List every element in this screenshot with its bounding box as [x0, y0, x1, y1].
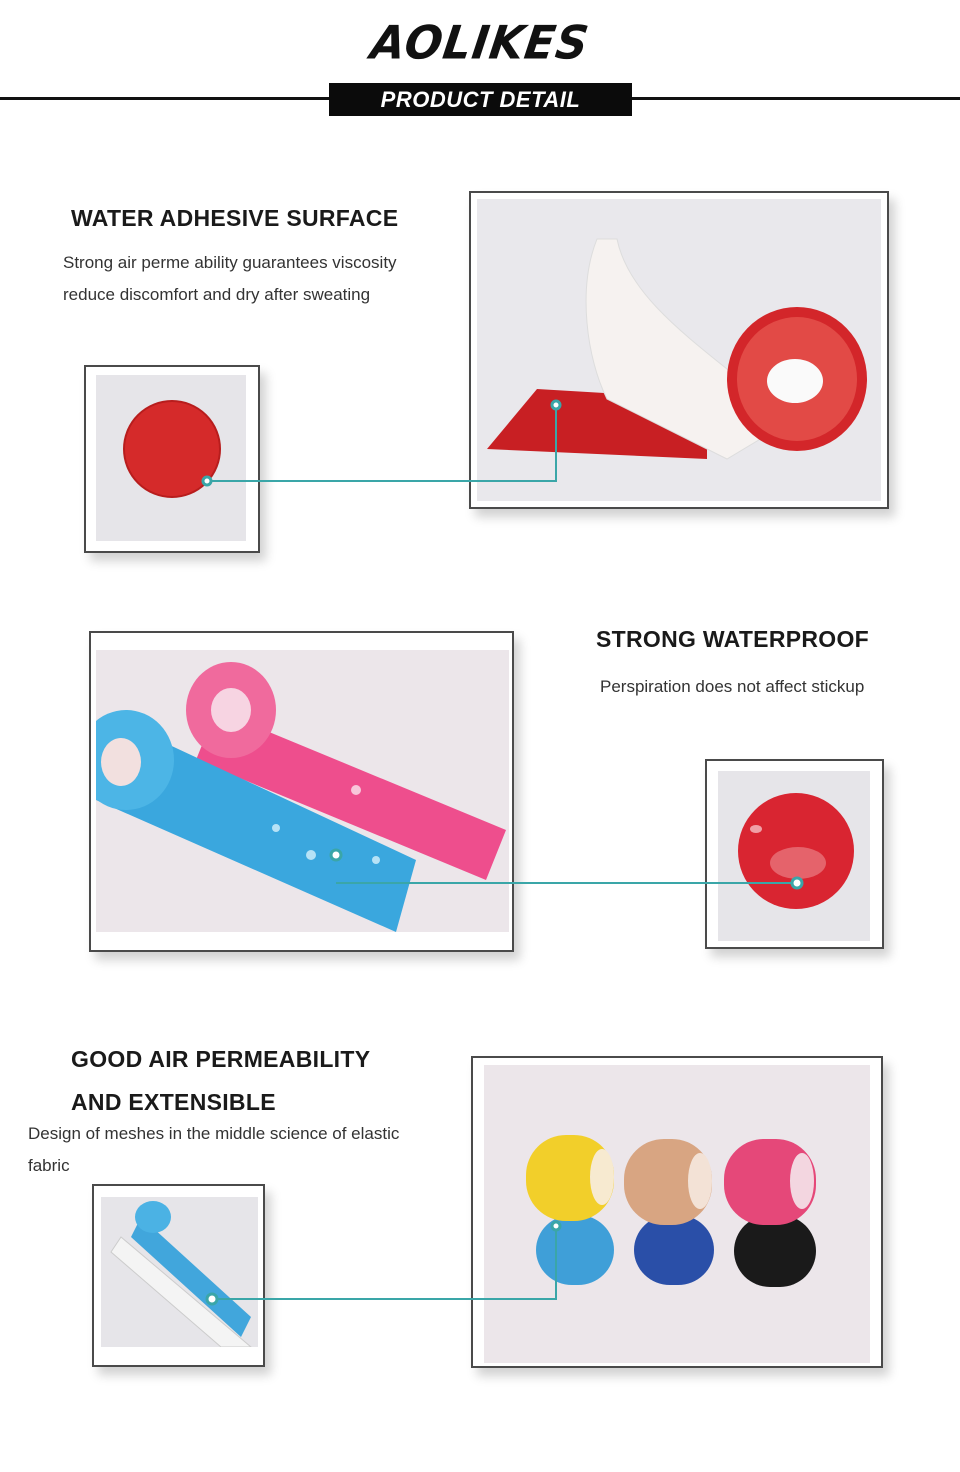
- section-banner: PRODUCT DETAIL: [329, 83, 632, 116]
- product-photo-color-rolls: [471, 1056, 883, 1368]
- detail-photo-waterproof: [705, 759, 884, 949]
- section-heading-waterproof: STRONG WATERPROOF: [596, 626, 870, 652]
- text-line: reduce discomfort and dry after sweating: [63, 285, 371, 304]
- text-line: Design of meshes in the middle science of elastic: [28, 1124, 400, 1143]
- product-photo-red-roll: [469, 191, 889, 509]
- heading-line: AND EXTENSIBLE: [71, 1089, 276, 1115]
- product-photo-blue-pink-rolls: [89, 631, 514, 952]
- section-heading-adhesive: WATER ADHESIVE SURFACE: [71, 205, 399, 231]
- detail-photo-extensible: [92, 1184, 265, 1367]
- section-text-waterproof: [600, 671, 864, 703]
- heading-line: GOOD AIR PERMEABILITY: [71, 1046, 371, 1072]
- text-line: Strong air perme ability guarantees viscosity: [63, 253, 397, 272]
- section-text-permeability: [28, 1118, 399, 1182]
- section-heading-permeability: [71, 1046, 370, 1116]
- detail-photo-adhesive-surface: [84, 365, 260, 553]
- text-line: Perspiration does not affect stickup: [600, 677, 865, 696]
- section-text-adhesive: [63, 247, 397, 311]
- brand-logo: AOLIKES: [367, 16, 593, 71]
- text-line: fabric: [28, 1156, 70, 1175]
